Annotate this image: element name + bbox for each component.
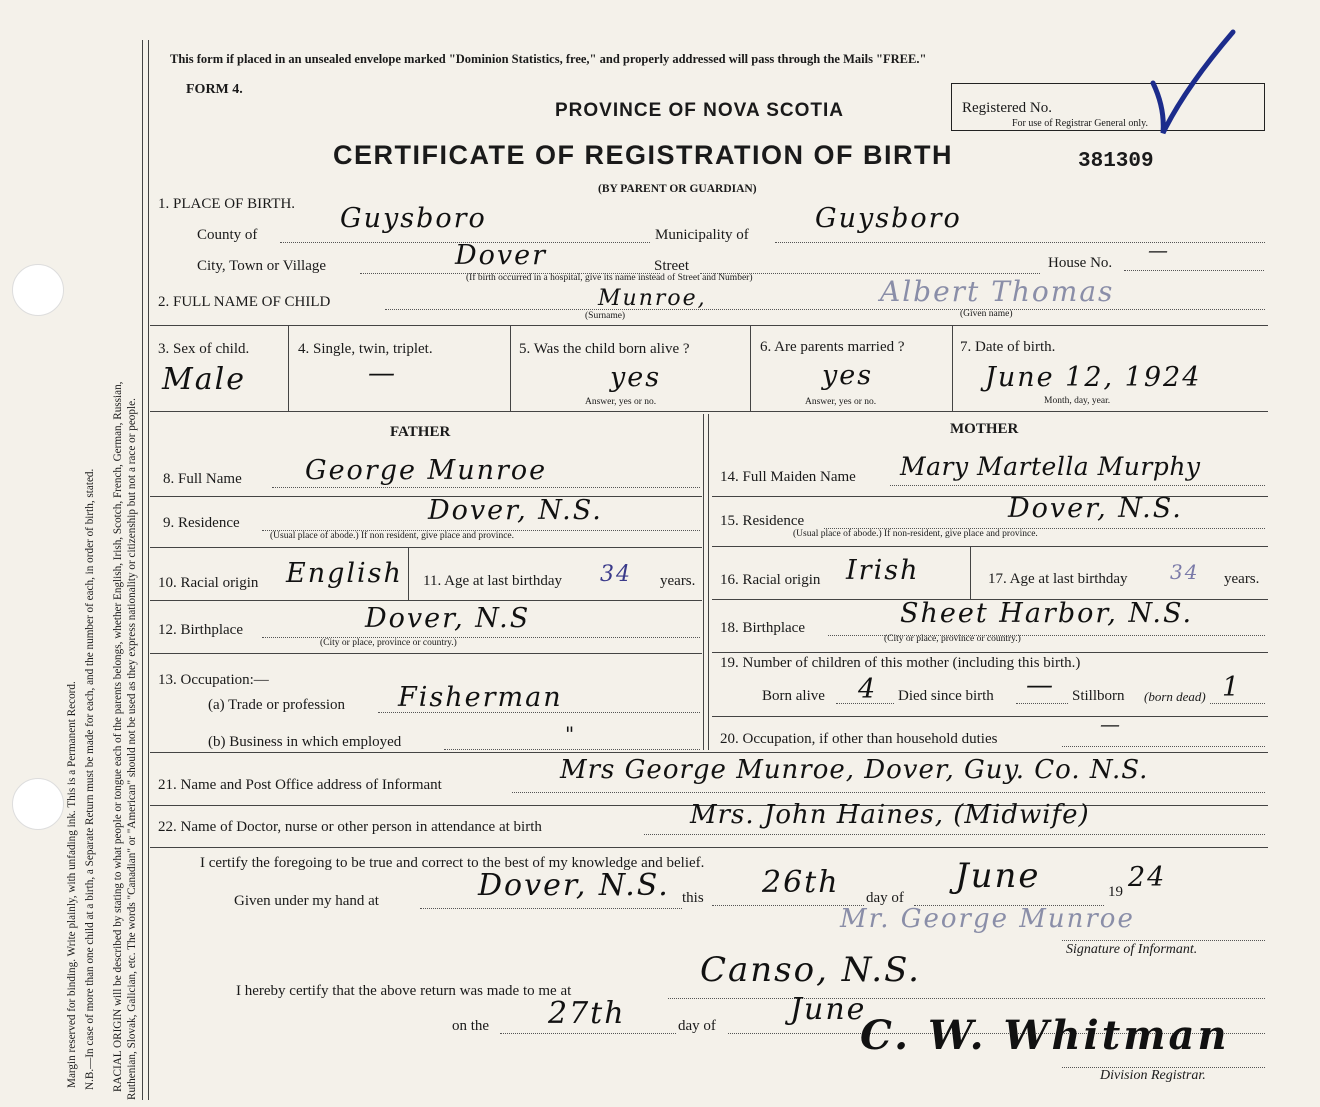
father-business-value: " [565,722,577,746]
informant-value: Mrs George Munroe, Dover, Guy. Co. N.S. [560,755,1149,785]
stillborn-value: 1 [1222,672,1242,703]
father-birthplace-note: (City or place, province or country.) [320,638,457,648]
certificate-title: CERTIFICATE OF REGISTRATION OF BIRTH [333,140,953,170]
cert-day: 26th [762,865,840,900]
born-alive-label: 5. Was the child born alive ? [519,341,690,357]
father-age-value: 34 [600,562,632,587]
registrar-on-the-label: on the [452,1018,490,1034]
mother-children-label: 19. Number of children of this mother (including this birth.) [720,655,1081,671]
mother-occupation-label: 20. Occupation, if other than household duties [720,731,998,747]
form-left-border-inner [148,40,149,1100]
informant-label: 21. Name and Post Office address of Informant [158,777,442,793]
mother-name-label: 14. Full Maiden Name [720,469,856,485]
certificate-subtitle: (BY PARENT OR GUARDIAN) [598,183,757,195]
born-alive-value: yes [610,362,662,393]
registrar-note: For use of Registrar General only. [1012,118,1148,129]
parents-married-note: Answer, yes or no. [805,397,877,407]
division-registrar-label: Division Registrar. [1100,1068,1206,1083]
sex-value: Male [162,362,246,397]
informant-signature-label: Signature of Informant. [1066,942,1198,957]
cert-month: June [955,856,1041,896]
registrar-statement: I hereby certify that the above return was made to me at [236,983,572,999]
father-occupation-label: 13. Occupation:— [158,672,269,688]
municipality-label: Municipality of [655,227,749,243]
given-at-label: Given under my hand at [234,893,379,909]
city-value: Dover [455,240,548,271]
father-name-value: George Munroe [305,455,548,486]
date-of-birth-value: June 12, 1924 [985,362,1202,393]
blue-check-mark [1145,28,1240,138]
margin-note-racial-origin: RACIAL ORIGIN will be described by stating to what people or tongue each of the parents belongs, whether English, Irish, Scotch, French, German, Russian, [112,381,124,1092]
parents-married-value: yes [822,360,874,391]
father-heading: FATHER [390,424,451,440]
mother-residence-value: Dover, N.S. [1008,493,1183,524]
cert-year-prefix: 19 [1108,884,1123,900]
hospital-note: (If birth occurred in a hospital, give its name instead of Street and Number) [466,273,753,283]
father-residence-note: (Usual place of abode.) If non resident, give place and province. [270,531,514,541]
mother-name-value: Mary Martella Murphy [900,452,1201,481]
given-at-place: Dover, N.S. [478,868,670,903]
form-left-border [142,40,143,1100]
born-alive-count: 4 [858,674,878,705]
father-age-years: years. [660,573,696,589]
street-label: Street [654,258,689,274]
house-no-value: — [1148,238,1170,262]
province-heading: PROVINCE OF NOVA SCOTIA [555,100,845,121]
cert-day-of-label: day of [866,890,904,906]
mother-occupation-dash: — [1100,712,1122,736]
registered-number-stamp: 381309 [1078,150,1154,173]
date-of-birth-label: 7. Date of birth. [960,339,1056,355]
date-of-birth-note: Month, day, year. [1044,396,1111,406]
form-number: FORM 4. [186,82,243,97]
mother-birthplace-label: 18. Birthplace [720,620,805,636]
registrar-day: 27th [548,996,626,1031]
cert-this-label: this [682,890,704,906]
mail-notice: This form if placed in an unsealed envelope marked "Dominion Statistics, free," and properly addressed will pass through the Mails "FREE." [170,52,927,66]
certify-statement: I certify the foregoing to be true and correct to the best of my knowledge and belief. [200,855,705,871]
mother-heading: MOTHER [950,421,1019,437]
died-since-birth-value: — [1026,670,1055,701]
child-surname: Munroe, [598,286,707,311]
single-twin-label: 4. Single, twin, triplet. [298,341,433,357]
sex-label: 3. Sex of child. [158,341,250,357]
child-name-label: 2. FULL NAME OF CHILD [158,294,331,310]
county-label: County of [197,227,258,243]
municipality-value: Guysboro [815,203,962,234]
doctor-value: Mrs. John Haines, (Midwife) [690,800,1090,830]
registrar-month: June [790,992,867,1027]
father-age-label: 11. Age at last birthday [423,573,562,589]
registered-label: Registered No. [962,100,1052,116]
mother-birthplace-note: (City or place, province or country.) [884,634,1021,644]
born-alive-note: Answer, yes or no. [585,397,657,407]
mother-age-label: 17. Age at last birthday [988,571,1128,587]
father-birthplace-value: Dover, N.S [365,603,531,634]
father-race-label: 10. Racial origin [158,575,259,591]
died-since-birth-label: Died since birth [898,688,994,704]
father-residence-value: Dover, N.S. [428,495,603,526]
mother-age-value: 34 [1170,560,1200,584]
registrar-signature: C. W. Whitman [860,1012,1230,1059]
born-alive-count-label: Born alive [762,688,825,704]
child-given-name: Albert Thomas [880,275,1115,308]
single-twin-value: — [368,358,397,389]
father-trade-value: Fisherman [398,682,563,713]
mother-age-years: years. [1224,571,1260,587]
punch-hole-top [12,264,64,316]
stillborn-note: (born dead) [1144,689,1206,704]
place-of-birth-heading: 1. PLACE OF BIRTH. [158,196,296,212]
parents-married-label: 6. Are parents married ? [760,339,905,355]
registrar-day-of-label: day of [678,1018,716,1034]
father-birthplace-label: 12. Birthplace [158,622,243,638]
mother-residence-label: 15. Residence [720,513,805,529]
surname-note: (Surname) [585,311,626,321]
margin-note-racial-origin-2: Ruthenian, Slovak, Galician, etc. The words "Canadian" or "American" should not be used as they express nationality or citizenship but not a race or people. [126,398,138,1100]
father-trade-label: (a) Trade or profession [208,697,346,713]
registrar-place: Canso, N.S. [700,950,921,990]
mother-race-label: 16. Racial origin [720,572,821,588]
father-residence-label: 9. Residence [163,515,240,531]
mother-race-value: Irish [846,555,920,586]
margin-note-multiple-births: N.B.—In case of more than one child at a birth, a Separate Return must be made for each, and the number of each, in order of birth, stated. [84,468,96,1090]
mother-residence-note: (Usual place of abode.) If non-resident, give place and province. [793,529,1038,539]
house-no-label: House No. [1048,255,1113,271]
informant-signature: Mr. George Munroe [840,904,1135,934]
stillborn-label: Stillborn [1072,688,1125,704]
punch-hole-bottom [12,778,64,830]
father-race-value: English [286,558,403,589]
father-name-label: 8. Full Name [163,471,242,487]
father-business-label: (b) Business in which employed [208,734,402,750]
county-value: Guysboro [340,203,487,234]
city-label: City, Town or Village [197,258,327,274]
margin-note-binding: Margin reserved for binding. Write plainly, with unfading ink. This is a Permanent Record. [66,681,78,1088]
doctor-label: 22. Name of Doctor, nurse or other person in attendance at birth [158,819,542,835]
given-name-note: (Given name) [960,309,1013,319]
mother-birthplace-value: Sheet Harbor, N.S. [900,598,1194,629]
cert-year: 24 [1128,862,1167,893]
